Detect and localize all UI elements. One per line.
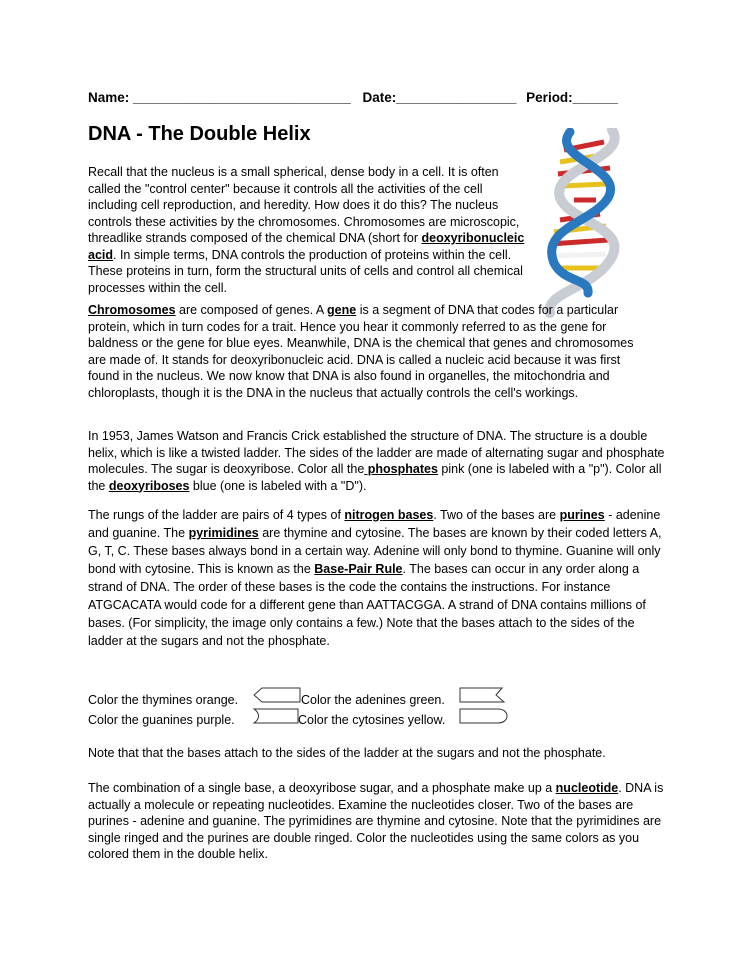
paragraph-nitrogen-bases: The rungs of the ladder are pairs of 4 types of nitrogen bases. Two of the bases are purines - adenine and guanine. The pyrimidines are thymine and cytosine. The bases are known by their coded letters A, G, T, C. These bases always bond in a certain way. Adenine will only bond to thymine. Guanine will only bond with cytosine. This is known as the Base-Pair Rule. The bases can occur in any order along a strand of DNA. The order of these bases is the code the contains the instructions. For instance ATGCACATA would code for a different gene than AATTACGGA. A strand of DNA contains millions of bases. (For simplicity, the image only contains a few.) Note that the bases attach to the sides of the ladder at the sugars and not the phosphate. [88, 508, 662, 648]
color-adenine-instruction: Color the adenines green. [301, 693, 445, 707]
color-cytosine-instruction: Color the cytosines yellow. [298, 713, 446, 727]
period-field[interactable]: Period:______ [526, 90, 618, 105]
dna-double-helix-image [530, 128, 640, 323]
page-title: DNA - The Double Helix [88, 123, 311, 145]
term-nucleotide: nucleotide [555, 781, 619, 795]
term-pyrimidines: pyrimidines [188, 526, 259, 540]
term-nitrogen-bases: nitrogen bases [344, 508, 434, 522]
term-gene: gene [327, 303, 357, 317]
term-chromosomes: Chromosomes [88, 303, 176, 317]
worksheet-header [88, 90, 618, 105]
term-phosphates: phosphates [364, 462, 438, 476]
color-guanine-instruction: Color the guanines purple. [88, 713, 235, 727]
paragraph-nucleotide: The combination of a single base, a deoxyribose sugar, and a phosphate make up a nucleotide. DNA is actually a molecule or repeating nucleotides. Examine the nucleotides closer. Two of the bases are purines - adenine and guanine. The pyrimidines are thymine and cytosine. Note that the pyrimidines are single ringed and the purines are double ringed. Color the nucleotides using the same colors as you colored them in the double helix. [88, 781, 664, 861]
term-purines: purines [559, 508, 605, 522]
cytosine-shape-icon [458, 707, 510, 725]
guanine-shape-icon [248, 707, 300, 725]
paragraph-chromosomes: Chromosomes are composed of genes. A gene is a segment of DNA that codes for a particular protein, which in turn codes for a trait. Hence you hear it commonly referred to as the gene for baldness or the gene for blue eyes. Meanwhile, DNA is the chemical that genes and chromosomes are made of. It stands for deoxyribonucleic acid. DNA is called a nucleic acid because it was first found in the nucleus. We now know that DNA is also found in organelles, the mitochondria and chloroplasts, though it is the DNA in the nucleus that actually controls the cell's workings. [88, 303, 634, 400]
term-base-pair-rule: Base-Pair Rule [314, 562, 403, 576]
term-deoxyriboses: deoxyriboses [108, 478, 190, 493]
date-field[interactable]: Date:________________ [362, 90, 517, 105]
name-field[interactable]: Name: _____________________________ [88, 90, 351, 105]
paragraph-watson-crick: In 1953, James Watson and Francis Crick established the structure of DNA. The structure is a double helix, which is like a twisted ladder. The sides of the ladder are made of alternating sugar and phosphate molecules. The sugar is deoxyribose. Color all the phosphates pink (one is labeled with a "p"). Color all the deoxyriboses blue (one is labeled with a "D"). [88, 429, 665, 493]
thymine-shape-icon [252, 686, 302, 704]
adenine-shape-icon [458, 686, 510, 704]
paragraph-nucleus: Recall that the nucleus is a small spherical, dense body in a cell. It is often called the "control center" because it controls all the activities of the cell including cell reproduction, and heredity. How does it do this? The nucleus controls these activities by the chromosomes. Chromosomes are microscopic, threadlike strands composed of the chemical DNA (short for deoxyribonucleic acid. In simple terms, DNA controls the production of proteins within the cell. These proteins in turn, form the structural units of cells and control all chemical processes within the cell. [88, 165, 525, 295]
term-deoxyribonucleic-acid: deoxyribonucleic acid [88, 231, 525, 262]
color-thymine-instruction: Color the thymines orange. [88, 693, 239, 707]
paragraph-base-attachment-note: Note that that the bases attach to the sides of the ladder at the sugars and not the phosphate. [88, 746, 606, 760]
